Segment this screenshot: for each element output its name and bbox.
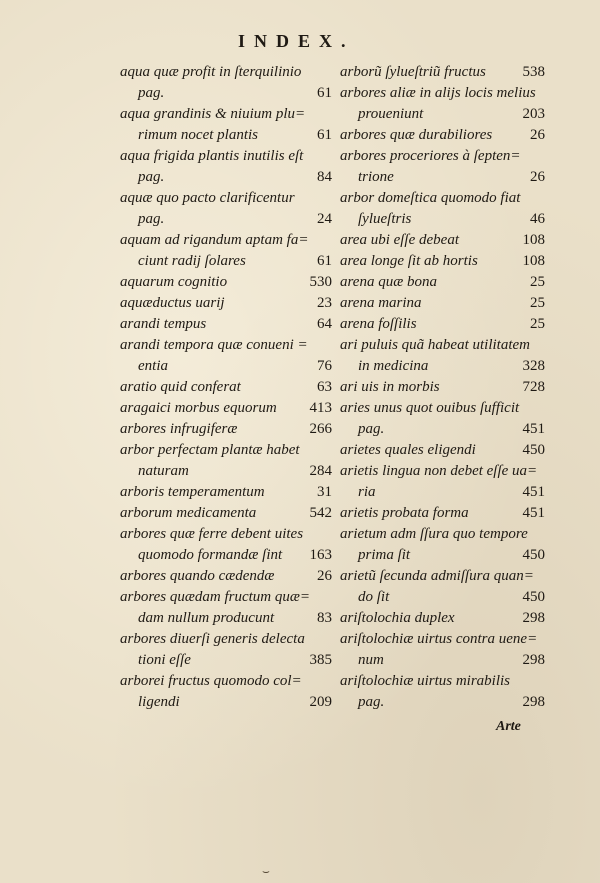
index-entry-text: arborum medicamenta xyxy=(120,505,257,521)
index-entry-text: entia xyxy=(138,358,168,374)
index-entry-text: arborei fructus quomodo col= xyxy=(120,673,302,689)
index-entry-text: ariſtolochiæ uirtus contra uene= xyxy=(340,631,538,647)
index-entry xyxy=(120,503,332,524)
index-entry xyxy=(120,629,332,650)
index-entry-text: arbores quando cædendæ xyxy=(120,568,275,584)
index-entry-text: ciunt radij ſolares xyxy=(138,253,246,269)
index-entry xyxy=(120,461,332,482)
index-entry xyxy=(120,692,332,713)
index-entry xyxy=(120,272,332,293)
index-entry xyxy=(120,545,332,566)
index-entry-text: aquam ad rigandum aptam fa= xyxy=(120,232,309,248)
index-entry-text: do ſit xyxy=(358,589,390,605)
index-entry-text: arena quæ bona xyxy=(340,274,437,290)
index-entry xyxy=(340,314,545,335)
index-entry-page-number: 728 xyxy=(522,379,545,395)
index-entry xyxy=(120,293,332,314)
index-entry xyxy=(120,608,332,629)
index-entry-text: aratio quid conferat xyxy=(120,379,241,395)
index-entry xyxy=(340,335,545,356)
index-entry-text: arandi tempus xyxy=(120,316,207,332)
index-entry-text: ariſtolochia duplex xyxy=(340,610,455,626)
index-entry-text: arbores quædam fructum quæ= xyxy=(120,589,310,605)
index-entry xyxy=(340,608,545,629)
index-entry-page-number: 25 xyxy=(530,295,545,311)
index-entry-page-number: 451 xyxy=(522,421,545,437)
index-entry-text: arena foſſilis xyxy=(340,316,417,332)
index-entry-page-number: 538 xyxy=(522,64,545,80)
index-entry xyxy=(120,83,332,104)
index-entry-text: num xyxy=(358,652,384,668)
index-entry-text: rimum nocet plantis xyxy=(138,127,258,143)
index-entry xyxy=(120,209,332,230)
index-entry-page-number: 450 xyxy=(522,589,545,605)
index-entry-page-number: 163 xyxy=(309,547,332,563)
index-entry-page-number: 108 xyxy=(522,232,545,248)
index-entry-text: pag. xyxy=(138,85,165,101)
index-entry-page-number: 63 xyxy=(317,379,332,395)
index-entry xyxy=(120,167,332,188)
index-entry-page-number: 25 xyxy=(530,274,545,290)
index-entry xyxy=(340,251,545,272)
index-entry xyxy=(340,440,545,461)
index-entry-text: area ubi eſſe debeat xyxy=(340,232,459,248)
index-entry xyxy=(340,524,545,545)
index-entry-text: tioni eſſe xyxy=(138,652,191,668)
index-entry xyxy=(340,293,545,314)
index-entry-page-number: 203 xyxy=(522,106,545,122)
index-entry-text: ria xyxy=(358,484,376,500)
index-column-right xyxy=(340,62,545,713)
index-entry-page-number: 25 xyxy=(530,316,545,332)
index-entry xyxy=(120,671,332,692)
index-entry xyxy=(340,692,545,713)
index-entry-text: arbores infrugiferæ xyxy=(120,421,238,437)
index-entry xyxy=(120,587,332,608)
index-entry xyxy=(120,125,332,146)
index-entry xyxy=(340,566,545,587)
index-entry-page-number: 450 xyxy=(522,442,545,458)
index-entry xyxy=(120,104,332,125)
index-entry-text: aqua grandinis & niuium plu= xyxy=(120,106,306,122)
index-entry-text: aqua quæ profit in ſterquilinio xyxy=(120,64,302,80)
index-entry-page-number: 26 xyxy=(317,568,332,584)
index-entry-text: pag. xyxy=(358,421,385,437)
index-entry-text: dam nullum producunt xyxy=(138,610,275,626)
index-entry-page-number: 46 xyxy=(530,211,545,227)
index-entry-text: in medicina xyxy=(358,358,429,374)
index-entry xyxy=(340,230,545,251)
index-entry xyxy=(120,251,332,272)
index-entry-text: aragaici morbus equorum xyxy=(120,400,277,416)
index-entry-text: arietes quales eligendi xyxy=(340,442,476,458)
index-entry-page-number: 209 xyxy=(309,694,332,710)
index-entry xyxy=(120,482,332,503)
index-entry-page-number: 298 xyxy=(522,610,545,626)
index-entry-text: proueniunt xyxy=(358,106,424,122)
index-entry-page-number: 31 xyxy=(317,484,332,500)
index-entry xyxy=(120,188,332,209)
index-entry xyxy=(340,482,545,503)
index-entry-text: aquarum cognitio xyxy=(120,274,228,290)
index-entry-text: arbores proceriores à ſepten= xyxy=(340,148,521,164)
index-entry xyxy=(120,440,332,461)
index-entry xyxy=(340,146,545,167)
index-entry xyxy=(120,398,332,419)
index-entry-text: ſylueſtris xyxy=(358,211,412,227)
page-header: INDEX. xyxy=(238,31,355,51)
index-entry-text: area longe ſit ab hortis xyxy=(340,253,478,269)
index-entry-page-number: 23 xyxy=(317,295,332,311)
index-entry-page-number: 61 xyxy=(317,127,332,143)
index-entry-text: arietis lingua non debet eſſe ua= xyxy=(340,463,538,479)
index-entry xyxy=(340,356,545,377)
catchword: Arte xyxy=(496,719,521,734)
index-entry-page-number: 451 xyxy=(522,484,545,500)
index-entry-text: ari puluis quã habeat utilitatem xyxy=(340,337,530,353)
index-entry-text: prima ſit xyxy=(358,547,411,563)
index-entry-page-number: 284 xyxy=(309,463,332,479)
index-entry-text: arietum adm ſſura quo tempore xyxy=(340,526,528,542)
index-entry xyxy=(340,167,545,188)
index-entry xyxy=(120,566,332,587)
index-entry-text: arbores diuerſi generis delecta xyxy=(120,631,305,647)
index-entry xyxy=(120,650,332,671)
index-entry-text: arandi tempora quæ conueni = xyxy=(120,337,308,353)
index-entry-text: arborũ ſylueſtriũ fructus xyxy=(340,64,486,80)
index-entry xyxy=(340,272,545,293)
index-entry-page-number: 26 xyxy=(530,127,545,143)
index-entry-page-number: 298 xyxy=(522,694,545,710)
ornament-mark: ⌣ xyxy=(262,864,270,878)
index-entry-page-number: 61 xyxy=(317,253,332,269)
index-entry xyxy=(340,545,545,566)
index-entry-text: arietũ ſecunda admiſſura quan= xyxy=(340,568,534,584)
index-entry xyxy=(340,377,545,398)
index-entry-text: pag. xyxy=(138,211,165,227)
index-entry-text: trione xyxy=(358,169,394,185)
index-entry-text: arena marina xyxy=(340,295,422,311)
index-entry-page-number: 542 xyxy=(309,505,332,521)
index-entry xyxy=(340,629,545,650)
index-entry-page-number: 64 xyxy=(317,316,332,332)
index-entry-page-number: 84 xyxy=(317,169,332,185)
index-entry xyxy=(340,671,545,692)
index-entry-page-number: 451 xyxy=(522,505,545,521)
index-entry xyxy=(340,503,545,524)
index-entry-page-number: 328 xyxy=(522,358,545,374)
index-entry-text: aqua frigida plantis inutilis eſt xyxy=(120,148,304,164)
index-entry-page-number: 24 xyxy=(317,211,332,227)
index-entry-page-number: 450 xyxy=(522,547,545,563)
index-entry xyxy=(340,650,545,671)
index-entry xyxy=(340,398,545,419)
index-entry-text: arbor perfectam plantæ habet xyxy=(120,442,300,458)
index-entry-page-number: 266 xyxy=(309,421,332,437)
index-entry-text: arbores quæ ferre debent uites xyxy=(120,526,304,542)
index-entry xyxy=(340,461,545,482)
index-column-left xyxy=(120,62,332,713)
index-entry xyxy=(120,335,332,356)
index-entry-text: ligendi xyxy=(138,694,180,710)
index-entry xyxy=(340,104,545,125)
index-entry xyxy=(340,209,545,230)
index-entry xyxy=(120,62,332,83)
index-entry-text: ariſtolochiæ uirtus mirabilis xyxy=(340,673,511,689)
index-entry xyxy=(340,83,545,104)
index-entry xyxy=(120,377,332,398)
index-entry xyxy=(120,419,332,440)
index-entry-page-number: 413 xyxy=(309,400,332,416)
index-entry-page-number: 61 xyxy=(317,85,332,101)
index-entry-page-number: 530 xyxy=(309,274,332,290)
index-entry xyxy=(340,125,545,146)
index-entry-text: arbor domeſtica quomodo fiat xyxy=(340,190,521,206)
index-entry-text: arbores aliæ in alijs locis melius xyxy=(340,85,536,101)
index-entry-text: aquæ quo pacto clarificentur xyxy=(120,190,295,206)
index-entry xyxy=(120,524,332,545)
index-entry-page-number: 385 xyxy=(309,652,332,668)
index-entry-text: arboris temperamentum xyxy=(120,484,265,500)
index-entry xyxy=(120,230,332,251)
index-entry-page-number: 76 xyxy=(317,358,332,374)
index-entry-page-number: 108 xyxy=(522,253,545,269)
index-entry-text: pag. xyxy=(358,694,385,710)
index-entry xyxy=(340,419,545,440)
index-entry-text: ari uis in morbis xyxy=(340,379,440,395)
index-entry-text: aries unus quot ouibus ſufficit xyxy=(340,400,520,416)
index-entry xyxy=(120,314,332,335)
index-entry-page-number: 298 xyxy=(522,652,545,668)
index-entry-page-number: 83 xyxy=(317,610,332,626)
index-entry xyxy=(340,587,545,608)
index-entry-text: pag. xyxy=(138,169,165,185)
index-entry xyxy=(340,62,545,83)
index-entry-text: arietis probata forma xyxy=(340,505,469,521)
index-entry xyxy=(120,356,332,377)
index-entry-text: arbores quæ durabiliores xyxy=(340,127,493,143)
index-entry xyxy=(340,188,545,209)
index-entry-text: aquæductus uarij xyxy=(120,295,225,311)
index-entry-page-number: 26 xyxy=(530,169,545,185)
index-entry xyxy=(120,146,332,167)
index-entry-text: naturam xyxy=(138,463,189,479)
index-entry-text: quomodo formandæ ſint xyxy=(138,547,283,563)
